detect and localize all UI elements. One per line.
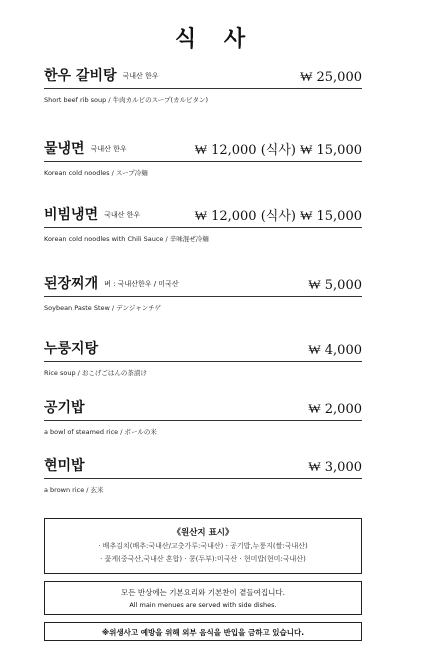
menu-item-row bbox=[44, 205, 362, 228]
outside-food-notice-box bbox=[44, 622, 362, 641]
menu-item-description: Short beef rib soup / 牛肉カルビのスープ(カルビタン) bbox=[44, 96, 209, 104]
menu-item-price: ₩ 2,000 bbox=[308, 402, 362, 417]
menu-item-name: 현미밥 bbox=[44, 458, 85, 474]
origin-info-box bbox=[44, 518, 362, 574]
menu-item-description: a bowl of steamed rice / ボールの米 bbox=[44, 428, 157, 436]
menu-item-row bbox=[44, 274, 362, 297]
menu-item-row bbox=[44, 456, 362, 479]
menu-item-origin: 벼 : 국내산한우 / 미국산 bbox=[104, 280, 179, 288]
menu-item-name: 된장찌개 벼 : 국내산한우 / 미국산 bbox=[44, 276, 179, 292]
menu-item-bibim-naengmyeon bbox=[44, 205, 362, 243]
menu-item-price: ₩ 12,000 (식사) ₩ 15,000 bbox=[194, 143, 362, 158]
menu-item-price: ₩ 12,000 (식사) ₩ 15,000 bbox=[194, 209, 362, 224]
origin-info-line: · 꽃게(중국산,국내산 혼합) · 콩(두부):미국산 · 현미밥(현미:국내산) bbox=[100, 555, 306, 563]
menu-item-gonggibap bbox=[44, 398, 362, 436]
menu-item-row bbox=[44, 139, 362, 162]
origin-info-heading: 《원산지 표시》 bbox=[172, 528, 234, 538]
menu-item-description: Korean cold noodles / スープ冷麺 bbox=[44, 169, 148, 177]
menu-item-price: ₩ 5,000 bbox=[308, 278, 362, 293]
menu-item-row bbox=[44, 398, 362, 421]
menu-item-nurungji-tang bbox=[44, 339, 362, 377]
menu-item-row bbox=[44, 339, 362, 362]
menu-item-description: Soybean Paste Stew / デンジャンチゲ bbox=[44, 304, 161, 312]
side-dish-note-box bbox=[44, 581, 362, 615]
menu-item-name: 한우 갈비탕 국내산 한우 bbox=[44, 68, 159, 84]
menu-item-doenjang-jjigae bbox=[44, 274, 362, 312]
side-dish-note-korean: 모든 반상에는 기본요리와 기본찬이 곁들여집니다. bbox=[120, 588, 286, 597]
menu-item-price: ₩ 4,000 bbox=[308, 343, 362, 358]
menu-item-price: ₩ 3,000 bbox=[308, 460, 362, 475]
menu-item-price: ₩ 25,000 bbox=[300, 70, 362, 85]
side-dish-note-english: All main menues are served with side dishes. bbox=[129, 601, 277, 609]
menu-item-galbitang bbox=[44, 66, 362, 104]
menu-item-origin: 국내산 한우 bbox=[122, 72, 159, 80]
menu-item-mul-naengmyeon bbox=[44, 139, 362, 177]
menu-item-origin: 국내산 한우 bbox=[104, 211, 141, 219]
menu-item-name: 비빔냉면 국내산 한우 bbox=[44, 207, 141, 223]
menu-item-row bbox=[44, 66, 362, 89]
menu-item-description: Rice soup / おこげごはんの茶漬け bbox=[44, 369, 147, 377]
menu-item-name: 누룽지탕 bbox=[44, 341, 99, 357]
menu-item-origin: 국내산 한우 bbox=[90, 145, 127, 153]
outside-food-notice-text: ※위생사고 예방을 위해 외부 음식을 반입을 금하고 있습니다. bbox=[101, 628, 305, 637]
menu-item-name: 공기밥 bbox=[44, 400, 85, 416]
menu-item-description: a brown rice / 玄米 bbox=[44, 486, 104, 494]
page-title: 식 사 bbox=[174, 26, 256, 52]
menu-item-hyeonmibap bbox=[44, 456, 362, 494]
menu-item-description: Korean cold noodles with Chili Sauce / 辛味混ぜ冷麺 bbox=[44, 235, 209, 243]
origin-info-line: · 배추김치(배추:국내산/고춧가루:국내산) · 공기밥,누룽지(쌀:국내산) bbox=[98, 542, 308, 550]
menu-item-name: 물냉면 국내산 한우 bbox=[44, 141, 127, 157]
